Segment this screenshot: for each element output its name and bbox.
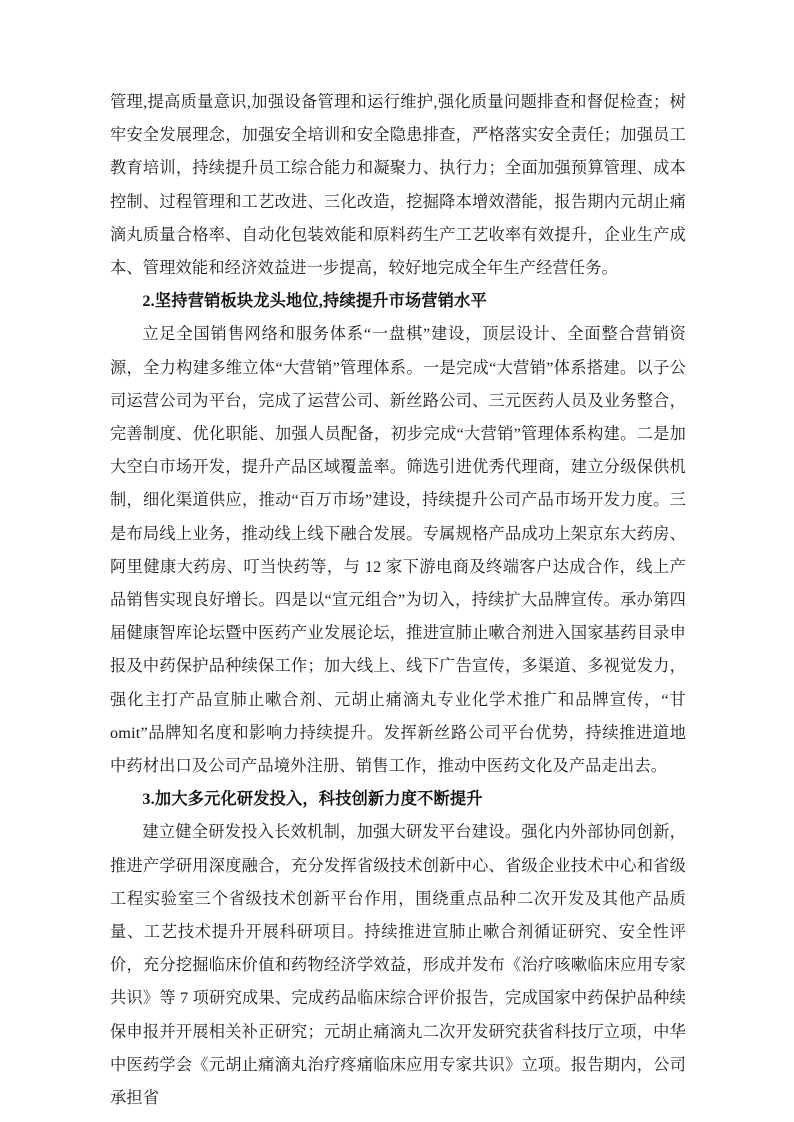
body-paragraph: 管理,提高质量意识,加强设备管理和运行维护,强化质量问题排查和督促检查；树牢安全发展理念，加强安全培训和安全隐患排查，严格落实安全责任；加强员工教育培训，持续提升员工综合能力和凝聚力、执行力；全面加强预算管理、成本控制、过程管理和工艺改进、三化改造，挖掘降本增效潜能，报告期内元胡止痛滴丸质量合格率、自动化包装效能和原料药生产工艺收率有效提升，企业生产成本、管理效能和经济效益进一步提高，较好地完成全年生产经营任务。 [110, 93, 686, 278]
page-content [110, 86, 686, 1115]
section-heading-2: 2.坚持营销板块龙头地位,持续提升市场营销水平 [142, 292, 487, 311]
section-heading-3: 3.加大多元化研发投入，科技创新力度不断提升 [142, 790, 483, 809]
body-paragraph: 立足全国销售网络和服务体系“一盘棋”建设，顶层设计、全面整合营销资源，全力构建多维立体“大营销”管理体系。一是完成“大营销”体系搭建。以子公司运营公司为平台，完成了运营公司、新丝路公司、三元医药人员及业务整合，完善制度、优化职能、加强人员配备，初步完成“大营销”管理体系构建。二是加大空白市场开发，提升产品区域覆盖率。筛选引进优秀代理商，建立分级保供机制，细化渠道供应，推动“百万市场”建设，持续提升公司产品市场开发力度。三是布局线上业务，推动线上线下融合发展。专属规格产品成功上架京东大药房、阿里健康大药房、叮当快药等，与 12 家下游电商及终端客户达成合作，线上产品销售实现良好增长。四是以“宣元组合”为切入，持续扩大品牌宣传。承办第四届健康智库论坛暨中医药产业发展论坛，推进宣肺止嗽合剂进入国家基药目录申报及中药保护品种续保工作；加大线上、线下广告宣传，多渠道、多视觉发力，强化主打产品宣肺止嗽合剂、元胡止痛滴丸专业化学术推广和品牌宣传，“甘omit”品牌知名度和影响力持续提升。发挥新丝路公司平台优势，持续推进道地中药材出口及公司产品境外注册、销售工作，推动中医药文化及产品走出去。 [110, 325, 686, 776]
body-paragraph: 建立健全研发投入长效机制，加强大研发平台建设。强化内外部协同创新，推进产学研用深度融合，充分发挥省级技术创新中心、省级企业技术中心和省级工程实验室三个省级技术创新平台作用，围绕重点品种二次开发及其他产品质量、工艺技术提升开展科研项目。持续推进宣肺止嗽合剂循证研究、安全性评价，充分挖掘临床价值和药物经济学效益，形成并发布《治疗咳嗽临床应用专家共识》等 7 项研究成果、完成药品临床综合评价报告，完成国家中药保护品种续保申报并开展相关补正研究；元胡止痛滴丸二次开发研究获省科技厅立项，中华中医药学会《元胡止痛滴丸治疗疼痛临床应用专家共识》立项。报告期内，公司承担省 [110, 823, 686, 1108]
